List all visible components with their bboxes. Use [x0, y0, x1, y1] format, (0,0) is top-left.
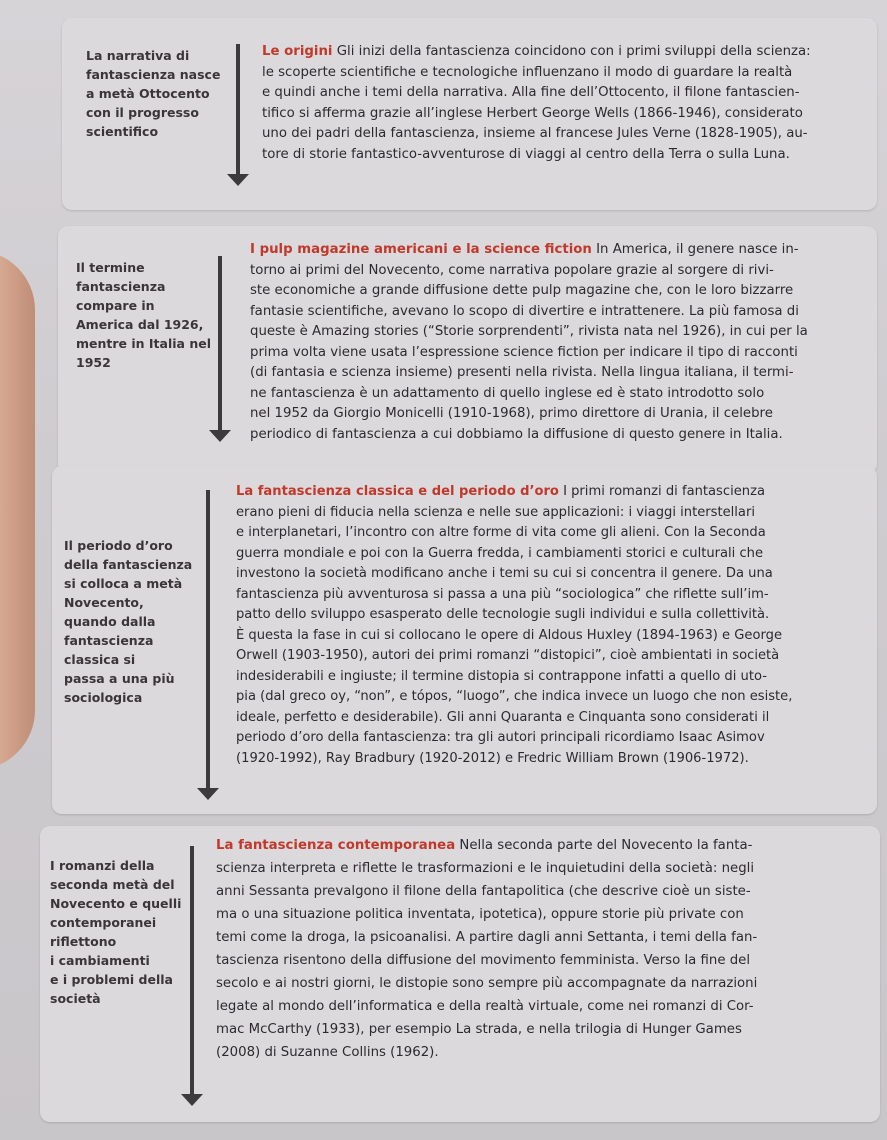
- section-title-contemporanea: La fantascienza contemporanea: [216, 838, 456, 853]
- section-body-pulp: I pulp magazine americani e la science fiction In America, il genere nasce in- torno ai primi del Novecento, come narrativa popolare grazie al sorgere di rivi- ste economiche a grande diffusione dette pulp magazine che, con le loro bizzarre fantasie scientifiche, avevano lo scopo di divertire e intrattenere. La più famosa di queste è Amazing stories (“Storie sorprendenti”, rivista nata nel 1926), in cui per la prima volta viene usata l’espressione science fiction per indicare il tipo di racconti (di fantasia e scienza insieme) presenti nella rivista. Nella lingua italiana, il termi- ne fantascienza è un adattamento di quello inglese ed è stato introdotto solo nel 1952 da Giorgio Monicelli (1910-1968), primo direttore di Urania, il celebre periodico di fantascienza a cui dobbiamo la diffusione di questo genere in Italia.: [250, 242, 808, 442]
- side-label-contemporanea: I romanzi della seconda metà del Novecento e quelli contemporanei riflettono i cambiamenti e i problemi della società: [50, 858, 182, 1006]
- side-label-origini: La narrativa di fantascienza nasce a metà Ottocento con il progresso scientifico: [86, 48, 221, 139]
- arrow-down-icon: [218, 256, 222, 432]
- arrow-down-icon: [190, 846, 194, 1096]
- thumb-overlay: [0, 250, 35, 770]
- section-title-origini: Le origini: [262, 44, 333, 59]
- section-body-contemporanea: La fantascienza contemporanea Nella seconda parte del Novecento la fanta- scienza interpreta e riflette le trasformazioni e le inquietudini della società: negli anni Sessanta prevalgono il filone della fantapolitica (che descrive cioè un siste- ma o una situazione politica inventata, ipotetica), oppure storie più private con temi come la droga, la psicoanalisi. A partire dagli anni Settanta, i temi della fan- tascienza risentono della diffusione del movimento femminista. Verso la fine del secolo e ai nostri giorni, le distopie sono sempre più accompagnate da narrazioni legate al mondo dell’informatica e della realtà virtuale, come nei romanzi di Cor- mac McCarthy (1933), per esempio La strada, e nella trilogia di Hunger Games (2008) di Suzanne Collins (1962).: [216, 838, 758, 1060]
- section-body-classica: La fantascienza classica e del periodo d’oro I primi romanzi di fantascienza erano pieni di fiducia nella scienza e nelle sue applicazioni: i viaggi interstellari e interplanetari, l’incontro con altre forme di vita come gli alieni. Con la Seconda guerra mondiale e poi con la Guerra fredda, i cambiamenti storici e culturali che investono la società modificano anche i temi su cui si concentra il genere. Da una fantascienza più avventurosa si passa a una più “sociologica” che riflette sull’im- patto dello sviluppo esasperato delle tecnologie sugli individui e sulla collettività. È questa la fase in cui si collocano le opere di Aldous Huxley (1894-1963) e George Orwell (1903-1950), autori dei primi romanzi “distopici”, cioè ambientati in società indesiderabili e ingiuste; il termine distopia si contrappone infatti a quello di uto- pia (dal greco oy, “non”, e tópos, “luogo”, che indica invece un luogo che non esiste, ideale, perfetto e desiderabile). Gli anni Quaranta e Cinquanta sono considerati il periodo d’oro della fantascienza: tra gli autori principali ricordiamo Isaac Asimov (1920-1992), Ray Bradbury (1920-2012) e Fredric William Brown (1906-1972).: [236, 484, 793, 766]
- section-title-pulp: I pulp magazine americani e la science fiction: [250, 242, 592, 257]
- side-label-classica: Il periodo d’oro della fantascienza si colloca a metà Novecento, quando dalla fantascienza classica si passa a una più sociologica: [64, 538, 193, 705]
- arrow-down-icon: [236, 44, 240, 176]
- section-title-classica: La fantascienza classica e del periodo d’oro: [236, 484, 559, 499]
- arrow-down-icon: [206, 490, 210, 790]
- side-label-pulp: Il termine fantascienza compare in America dal 1926, mentre in Italia nel 1952: [76, 260, 211, 370]
- section-body-origini: Le origini Gli inizi della fantascienza coincidono con i primi sviluppi della scienza: le scoperte scientifiche e tecnologiche influenzano il modo di guardare la realtà e quindi anche i temi della narrativa. Alla fine dell’Ottocento, il filone fantascien- tifico si afferma grazie all’inglese Herbert George Wells (1866-1946), considerato uno dei padri della fantascienza, insieme al francese Jules Verne (1828-1905), au- tore di storie fantastico-avventurose di viaggi al centro della Terra o sulla Luna.: [262, 44, 811, 162]
